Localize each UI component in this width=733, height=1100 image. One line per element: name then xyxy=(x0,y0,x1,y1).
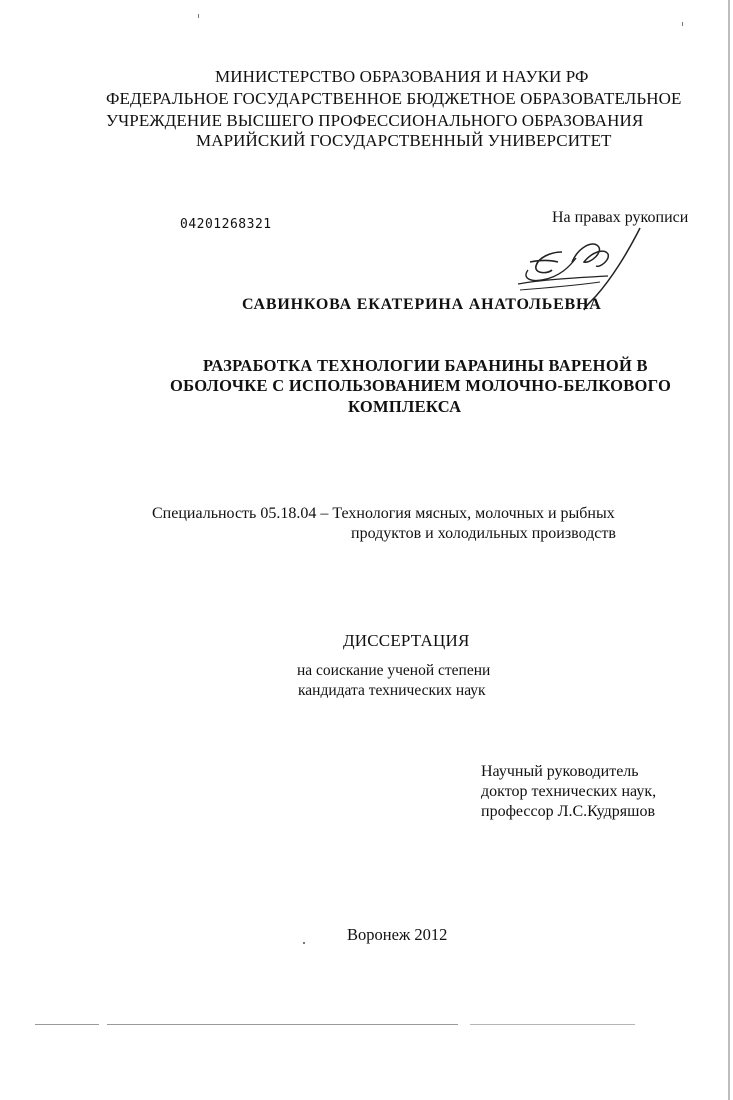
scan-speck xyxy=(198,14,199,18)
title-line-2: ОБОЛОЧКЕ С ИСПОЛЬЗОВАНИЕМ МОЛОЧНО-БЕЛКОВОГО xyxy=(170,376,672,395)
scan-line-bottom-2 xyxy=(107,1024,458,1025)
degree-line-1: на соискание ученой степени xyxy=(297,662,491,679)
author-name: САВИНКОВА ЕКАТЕРИНА АНАТОЛЬЕВНА xyxy=(242,296,602,313)
scan-edge-right xyxy=(728,0,730,1100)
rights-note: На правах рукописи xyxy=(552,209,689,226)
specialty-line-1: Специальность 05.18.04 – Технология мясных, молочных и рыбных xyxy=(152,505,615,522)
catalog-number: 04201268321 xyxy=(180,217,272,232)
place-year: Воронеж 2012 xyxy=(347,925,448,944)
supervisor-role: Научный руководитель xyxy=(481,763,639,780)
institution-level-line: УЧРЕЖДЕНИЕ ВЫСШЕГО ПРОФЕССИОНАЛЬНОГО ОБРАЗОВАНИЯ xyxy=(106,111,644,130)
university-name: МАРИЙСКИЙ ГОСУДАРСТВЕННЫЙ УНИВЕРСИТЕТ xyxy=(196,131,612,150)
document-type: ДИССЕРТАЦИЯ xyxy=(343,631,470,650)
institution-type-line: ФЕДЕРАЛЬНОЕ ГОСУДАРСТВЕННОЕ БЮДЖЕТНОЕ ОБРАЗОВАТЕЛЬНОЕ xyxy=(106,89,682,108)
ministry-line: МИНИСТЕРСТВО ОБРАЗОВАНИЯ И НАУКИ РФ xyxy=(215,67,589,86)
scan-line-bottom-1 xyxy=(35,1024,99,1025)
title-line-3: КОМПЛЕКСА xyxy=(348,397,462,416)
title-line-1: РАЗРАБОТКА ТЕХНОЛОГИИ БАРАНИНЫ ВАРЕНОЙ В xyxy=(203,356,648,375)
specialty-line-2: продуктов и холодильных производств xyxy=(351,525,616,542)
scan-line-bottom-3 xyxy=(470,1024,635,1025)
scan-speck xyxy=(303,942,305,944)
supervisor-name: профессор Л.С.Кудряшов xyxy=(481,803,655,820)
supervisor-degree: доктор технических наук, xyxy=(481,783,657,800)
scan-speck xyxy=(682,22,683,26)
degree-line-2: кандидата технических наук xyxy=(298,682,486,699)
